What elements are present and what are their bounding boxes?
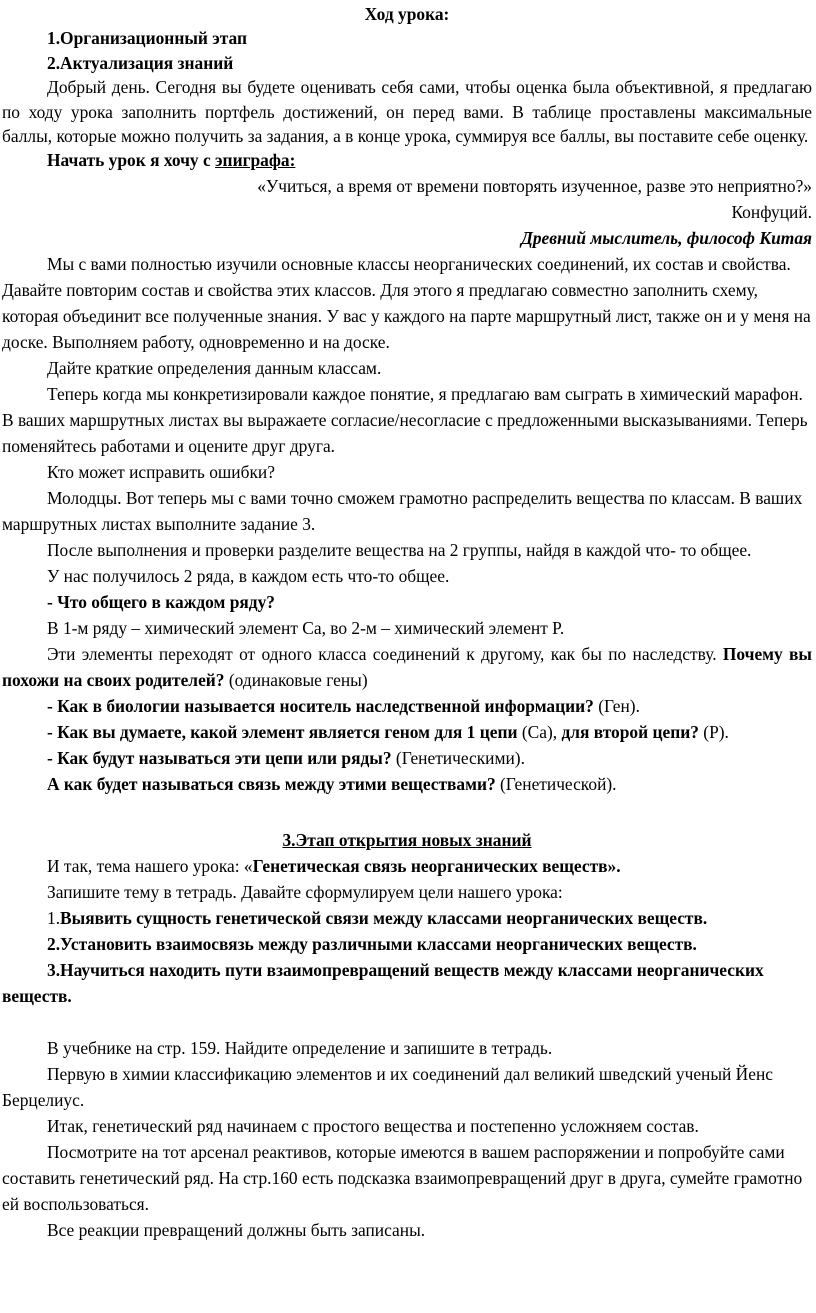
paragraph-definitions: Дайте краткие определения данным классам.: [47, 357, 382, 378]
goal-1-number: 1.: [47, 907, 61, 928]
relation-answer: (Генетической).: [495, 773, 617, 794]
intro-paragraph: Добрый день. Сегодня вы будете оценивать себя сами, чтобы оценка была объективной, я предлагаю по ходу урока заполнить портфель достижений, он перед вами. В таблице проставлены максимальные баллы, которые можно получить за задания, а в конце урока, суммируя все баллы, вы поставите себе оценку.: [2, 77, 812, 147]
paragraph-berzelius: Первую в химии классификацию элементов и их соединений дал великий шведский ученый Йенс Берцелиус.: [2, 1063, 773, 1110]
heredity-answer: (одинаковые гены): [224, 669, 368, 690]
heredity-question: Почему вы похожи на своих родителей?: [2, 643, 812, 690]
relation-question: А как будет называться связь между этими веществами?: [47, 773, 496, 794]
paragraph-two-groups: После выполнения и проверки разделите вещества на 2 группы, найдя в каждой что- то общее.: [47, 539, 752, 560]
goal-1: [2, 905, 812, 931]
epigraph-word: эпиграфа:: [215, 150, 296, 171]
epigraph-intro: Начать урок я хочу с: [47, 150, 216, 171]
paragraph-two-rows: У нас получилось 2 ряда, в каждом есть что-то общее.: [47, 565, 450, 586]
quote-author-description: Древний мыслитель, философ Китая: [520, 227, 812, 248]
chain-name-answer: (Генетическими).: [391, 747, 525, 768]
question-chain-name: [2, 745, 812, 771]
stage-2-heading: 2.Актуализация знаний: [47, 52, 234, 73]
paragraph-classes-review: Мы с вами полностью изучили основные классы неорганических соединений, их состав и свойства. Давайте повторим состав и свойства этих классов. Для этого я предлагаю совместно заполнить схему, которая объединит все полученные знания. У вас у каждого на парте маршрутный лист, также он и у меня на доске. Выполняем работу, одновременно и на доске.: [2, 253, 811, 352]
answer-common: В 1-м ряду – химический элемент Ca, во 2-м – химический элемент P.: [47, 617, 565, 638]
topic-title: Генетическая связь неорганических веществ».: [252, 855, 621, 876]
paragraph-textbook: В учебнике на стр. 159. Найдите определение и запишите в тетрадь.: [47, 1037, 553, 1058]
paragraph-genetic-row: Итак, генетический ряд начинаем с простого вещества и постепенно усложняем состав.: [47, 1115, 699, 1136]
chain2-answer: (P).: [698, 721, 729, 742]
lesson-topic: [2, 853, 812, 879]
quote-author: Конфуций.: [731, 201, 812, 222]
question-common: - Что общего в каждом ряду?: [47, 591, 275, 612]
gene-answer: (Ген).: [593, 695, 640, 716]
stage-1-heading: 1.Организационный этап: [47, 28, 248, 49]
goal-2: 2.Установить взаимосвязь между различными классами неорганических веществ.: [47, 933, 697, 954]
question-chain-gene: [2, 719, 812, 745]
epigraph-line: [2, 148, 812, 172]
question-gene: [2, 693, 812, 719]
paragraph-heredity: [2, 641, 812, 693]
paragraph-goals-intro: Запишите тему в тетрадь. Давайте сформулируем цели нашего урока:: [47, 881, 563, 902]
question-relation: [2, 771, 812, 797]
goal-3: 3.Научиться находить пути взаимопревращений веществ между классами неорганических веществ.: [2, 959, 764, 1006]
heredity-text: Эти элементы переходят от одного класса соединений к другому, как бы по наследству.: [47, 643, 723, 664]
topic-intro: И так, тема нашего урока: «: [47, 855, 253, 876]
spacer: [2, 1009, 812, 1035]
goal-1-text: Выявить сущность генетической связи между классами неорганических веществ.: [60, 907, 708, 928]
paragraph-fix-errors: Кто может исправить ошибки?: [47, 461, 275, 482]
epigraph-quote: «Учиться, а время от времени повторять изученное, разве это неприятно?»: [257, 175, 812, 196]
chain-name-question: - Как будут называться эти цепи или ряды?: [47, 747, 392, 768]
chain1-question: - Как вы думаете, какой элемент является геном для 1 цепи: [47, 721, 518, 742]
stage-3-heading: 3.Этап открытия новых знаний: [282, 829, 532, 850]
lesson-heading: Ход урока:: [364, 4, 450, 24]
chain1-answer: (Ca),: [517, 721, 562, 742]
paragraph-reactions: Все реакции превращений должны быть записаны.: [47, 1219, 426, 1240]
paragraph-reagents: Посмотрите на тот арсенал реактивов, которые имеются в вашем распоряжении и попробуйте сами составить генетический ряд. На стр.160 есть подсказка взаимопревращений друг в друга, сумейте грамотно ей воспользоваться.: [2, 1141, 803, 1214]
spacer: [2, 797, 812, 827]
paragraph-distribute: Молодцы. Вот теперь мы с вами точно сможем грамотно распределить вещества по классам. В ваших маршрутных листах выполните задание 3.: [2, 487, 803, 534]
gene-question: - Как в биологии называется носитель наследственной информации?: [47, 695, 594, 716]
chain2-question: для второй цепи?: [561, 721, 699, 742]
paragraph-marathon: Теперь когда мы конкретизировали каждое понятие, я предлагаю вам сыграть в химический марафон. В ваших маршрутных листах вы выражаете согласие/несогласие с предложенными высказываниями. Теперь поменяйтесь работами и оцените друг друга.: [2, 383, 808, 456]
